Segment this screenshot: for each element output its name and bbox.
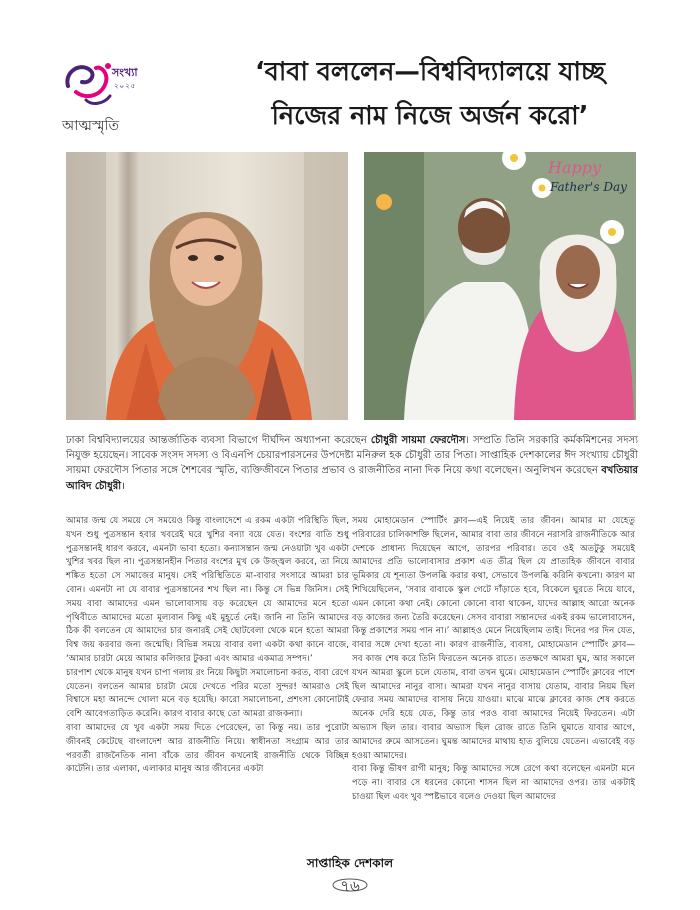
caption-writer-name: বখতিয়ার আবিদ চৌধুরী bbox=[66, 465, 638, 492]
body-column-left bbox=[66, 515, 349, 777]
page-number bbox=[327, 873, 373, 897]
publication-name: সাপ্তাহিক দেশকাল bbox=[306, 856, 394, 870]
section-label: আত্মস্মৃতি bbox=[62, 118, 120, 134]
logo-year: ২০২৫ bbox=[114, 82, 137, 90]
photo-caption bbox=[66, 433, 638, 494]
fathers-day-photo bbox=[364, 152, 636, 420]
body-paragraph: আমার জন্ম যে সময়ে সে সময়েও কিন্তু বাংলাদেশে এ রকম একটা পরিস্থিতি ছিল, যখন শুধু পুত্রসন্তান হবার খবরেই ঘরে খুশির বন্যা বয়ে যেত। বংশের বাতি শুধু পুত্রসন্তানই ধারণ করবে, এমনটা ভাবা হতো। কন্যাসন্তান জন্ম নেওয়াটা খুব একটা খুশির খবর ছিল না। পুত্রসন্তানহীন পিতার বংশের মুখ কে উজ্জ্বল করবে, তা নিয়ে শঙ্কিত হতো সে সমাজের মানুষ। সেই পরিস্থিতিতে মা-বাবার সংসারে আমরা চার বোন। এমনটা না যে বাবার পুত্রসন্তানের শখ ছিল না। কিন্তু সে ভিন্ন জিনিস। সেই সময় বাবা আমাদের এমন ভালোবাসায় বড় করেছেন যে আমাদের মনে হতো পৃথিবীতে আমাদের মতো মূল্যবান কিছু এই মুহূর্তে নেই। জানি না তিনি আমাদের ঠিক কী বলতেন যে আমাদের চার জনারই সেই ছোটবেলা থেকে মনে হতো আমরা বিশ্ব জয় করবার জন্য জন্মেছি। বিভিন্ন সময়ে বাবার বলা একটা কথা কানে বাজে, ‘আমার চারটা মেয়ে আমার কলিজার টুকরা এবং আমার একমাত্র সম্পদ।’ bbox=[66, 516, 349, 664]
body-paragraph: সময় মোহামেডান স্পোর্টিং ক্লাব—এই নিয়েই তার জীবন। আমার মা যেহেতু পরিবারের চালিকাশক্তি ছিলেন, আমার বাবা তার জীবনে নরাসরি রাজনীতিকে আর দেশকে প্রাধান্য দিয়েছেন আগে, তারপর পরিবার। তবে ওই অতটুকু সময়েই আমাদের প্রতি ভালোবাসার প্রকাশ এত তীব্র ছিল যে প্রাত্যহিক জীবনে বাবার ভূমিকার যে শূন্যতা উপলব্ধি করার কথা, সেভাবে উপলব্ধি করিনি কখনো। কারণ মা শিখিয়েছিলেন, ‘সবার বাবাকে স্কুল গেটে দাঁড়াতে হবে, বিকেলে ঘুরতে নিয়ে যাবে, এমন কোনো কথা নেই। কোনো কোনো বাবা থাকেন, যাদের আল্লাহ আরো অনেক বড় কাজের জন্য তৈরি করেছেন। সেসব বাবারা সন্তানদের একই রকম ভালোবাসেন, কিন্তু প্রকাশের সময় পান না।’ আল্লাহও মেনে নিয়েছিলাম তাই। দিনের পর দিন যেত, বাবার সঙ্গে দেখা হতো না। কারণ রাজনীতি, ব্যবসা, মোহামেডান স্পোর্টিং ক্লাব—সব কাজ শেষ করে তিনি ফিরতেন অনেক রাতে। ততক্ষণে আমরা ঘুম, আর সকালে যখন আমরা স্কুলে চলে যেতাম, বাবা তখন ঘুমে। মোহামেডান স্পোর্টিং ক্লাবের পাশে ছিল আমাদের নানুর বাসা। আমরা যখন নানুর বাসায় যেতাম, বাবার নিয়ম ছিল ফেরার সময় আমাদের বাসায় নিয়ে যাওয়া। মাঝে মাঝে ক্লাবের কাজ শেষ করতে অনেক দেরি হয়ে যেত, কিন্তু তার পরও বাবা আমাদের নিয়েই ফিরতেন। এটা অভ্যাস ছিল তার। বাবার অভ্যাস ছিল রোজ রাতে তিনি ঘুমাতে যাবার আগে, আমাদের রুমে আসতেন। ঘুমন্ত আমাদের মাথায় হাত বুলিয়ে যেতেন। এভাবেই বড় হওয়া আমাদের। bbox=[352, 516, 635, 761]
caption-part-2: । সম্প্রতি তিনি সরকারি কর্মকমিশনের সদস্য নিযুক্ত হয়েছেন। সাবেক সংসদ সদস্য ও বিএনপি চেয়ারপারসনের উপদেষ্টা মনিরুল হক চৌধুরী তার পিতা। সাপ্তাহিক দেশকালের ঈদ সংখ্যায় চৌধুরী সায়মা ফেরদৌস পিতার সঙ্গে শৈশবের স্মৃতি, ব্যক্তিজীবনে পিতার প্রভাব ও রাজনীতির নানা দিক নিয়ে কথা বলেছেন। অনুলিখন করেছেন bbox=[66, 435, 638, 477]
portrait-illustration bbox=[66, 152, 348, 420]
banner-happy-text: Happy bbox=[548, 158, 602, 177]
body-column-right bbox=[352, 515, 635, 805]
headline-line-2: নিজের নাম নিজে অর্জন করো’ bbox=[271, 101, 589, 131]
logo-issue-label: সংখ্যা bbox=[112, 66, 138, 79]
headline-line-1: ‘বাবা বললেন—বিশ্ববিদ্যালয়ে যাচ্ছ bbox=[255, 57, 605, 87]
body-paragraph: বাবা আমাদের যে খুব একটা সময় দিতে পেরেছেন, তা কিন্তু নয়। তার পুরোটা জীবনই কেটেছে বাংলাদেশ আর রাজনীতি নিয়ে। স্বাধীনতা সংগ্রাম আর তার পরবর্তী রাজনৈতিক নানা বাঁকে তার জীবন কখনোই রাজনীতি থেকে বিচ্ছিন্ন কাটেনি। তার এলাকা, এলাকার মানুষ আর জীবনের একটা bbox=[66, 722, 349, 775]
caption-part-1: ঢাকা বিশ্ববিদ্যালয়ের আন্তর্জাতিক ব্যবসা বিভাগে দীর্ঘদিন অধ্যাপনা করেছেন bbox=[66, 435, 371, 446]
banner-fathers-day-text: Father's Day bbox=[550, 180, 627, 194]
headline bbox=[196, 50, 664, 138]
body-paragraph: বাবা কিন্তু ভীষণ রাগী মানুষ; কিন্তু আমাদের সঙ্গে রেগে কথা বলেছেন এমনটা মনে পড়ে না। বাবার সে ধরনের কোনো শাসন ছিল না আমাদের ওপর। তার একটাই চাওয়া ছিল এবং খুব স্পষ্টভাবে বলেও দেওয়া ছিল আমাদের bbox=[352, 764, 635, 802]
page-number-text: ৭৬ bbox=[340, 877, 360, 895]
body-paragraph: চারপাশ থেকে মানুষ যখন চাপা গলায় রং নিয়ে কিছুটা সমালোচনা করত, বাবা রেগে যেতেন। বলতেন আমার চারটা মেয়ে দেখতে পরির মতো সুন্দর! আমরাও সেই বিশ্বাসে মহা আনন্দে খোলা মনে বড় হয়েছি। কারো সমালোচনা, প্রশংসা কোনোটাই বেশি আবেগতাড়িত করেনি। কারণ বাবার কাছে তো আমরা রাজকন্যা। bbox=[66, 667, 349, 720]
caption-subject-name: চৌধুরী সায়মা ফেরদৌস bbox=[370, 435, 466, 446]
caption-end: । bbox=[121, 480, 125, 492]
portrait-photo bbox=[66, 152, 348, 420]
